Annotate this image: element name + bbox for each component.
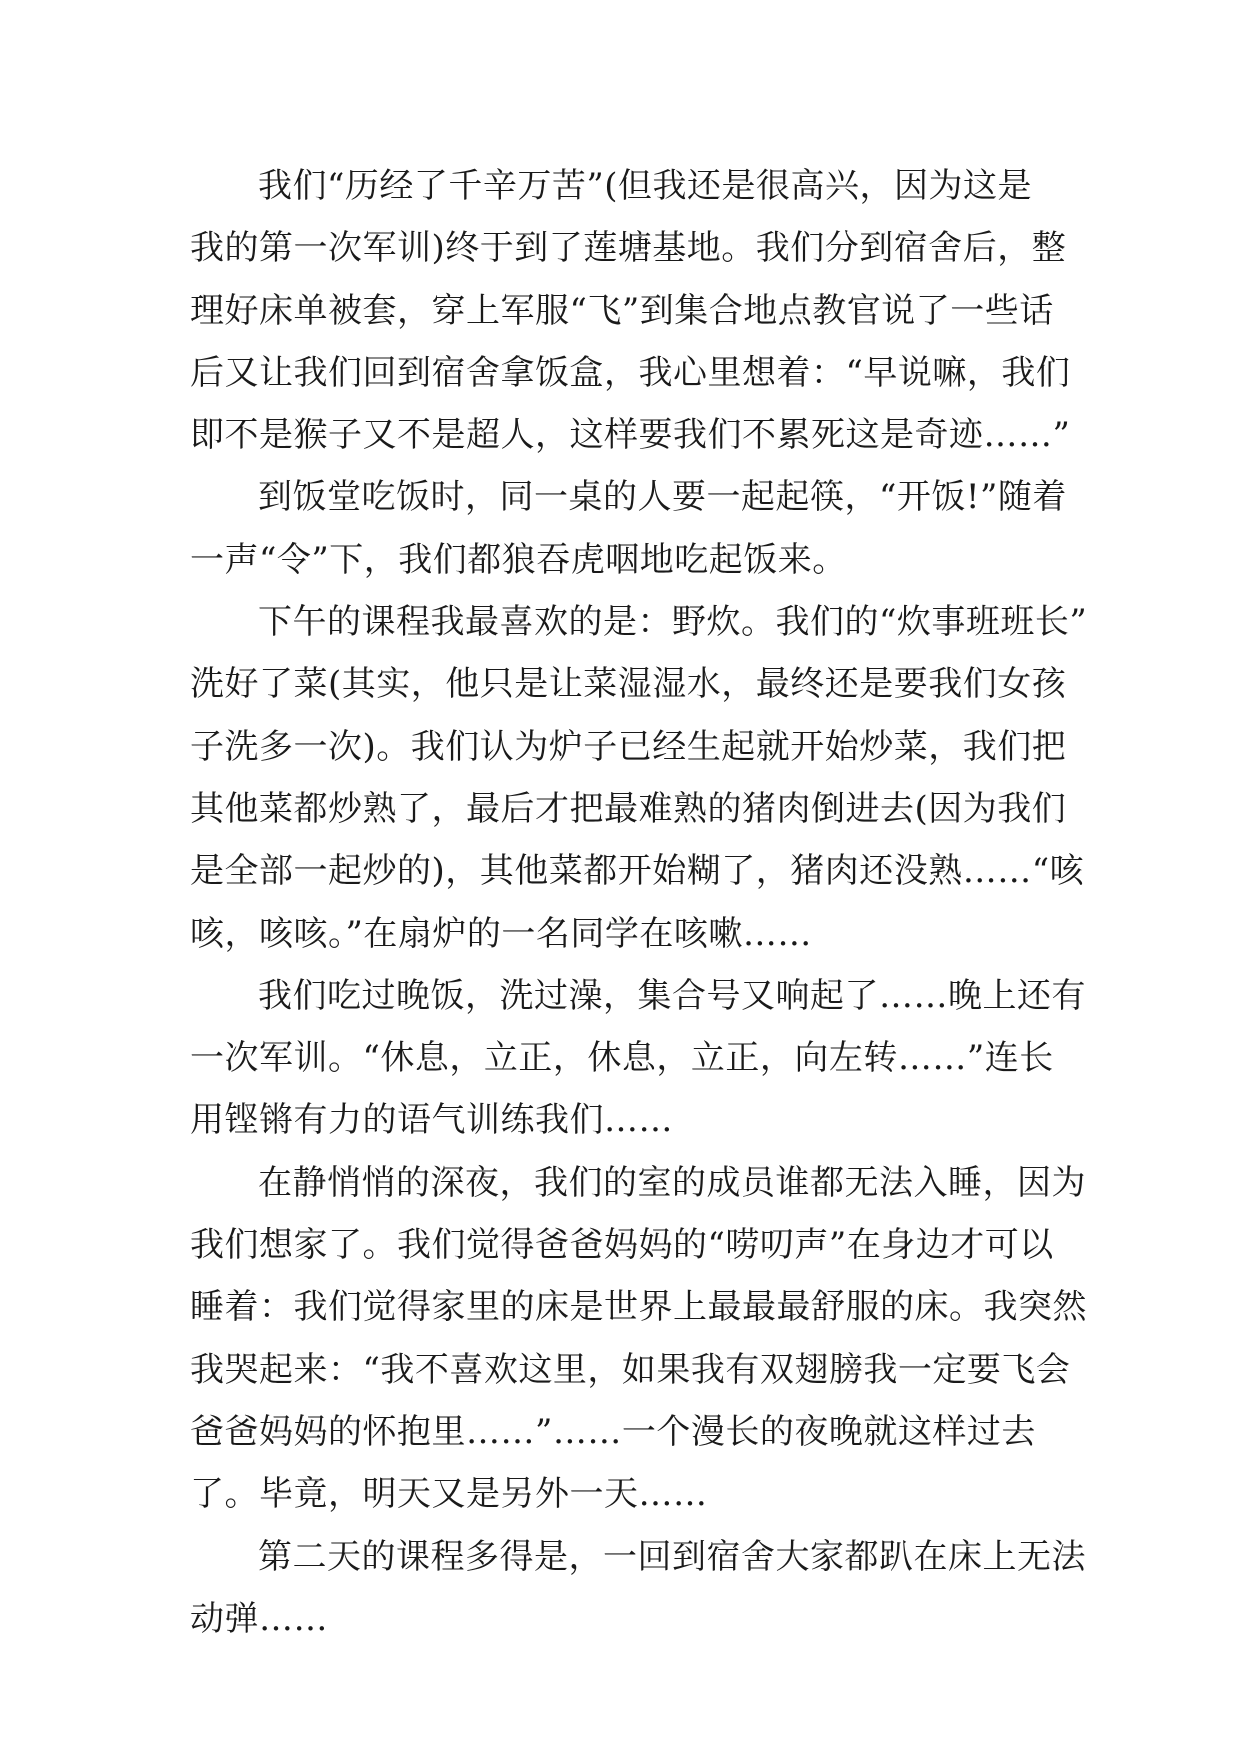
text-line: 我们“历经了千辛万苦”(但我还是很高兴，因为这是 [258,166,1033,206]
paragraph-3 [190,591,1088,965]
text-line: 在静悄悄的深夜，我们的室的成员谁都无法入睡，因为 [258,1162,1086,1203]
text-line: 理好床单被套，穿上军服“飞”到集合地点教官说了一些话 [190,290,1054,331]
text-line: 洗好了菜(其实，他只是让菜湿湿水，最终还是要我们女孩 [190,664,1067,705]
text-line: 子洗多一次)。我们认为炉子已经生起就开始炒菜，我们把 [190,726,1067,767]
paragraph-6 [190,1526,1086,1651]
text-line: 爸爸妈妈的怀抱里……”……一个漫长的夜晚就这样过去 [190,1411,1036,1452]
paragraph-2 [190,466,1067,591]
text-line: 一声“令”下，我们都狼吞虎咽地吃起饭来。 [190,539,847,580]
text-line: 我们想家了。我们觉得爸爸妈妈的“唠叨声”在身边才可以 [190,1225,1054,1266]
text-line: 用铿锵有力的语气训练我们…… [190,1100,673,1141]
text-line: 我哭起来：“我不喜欢这里，如果我有双翅膀我一定要飞会 [190,1349,1071,1390]
paragraph-5 [190,1152,1087,1526]
text-line: 睡着：我们觉得家里的床是世界上最最最舒服的床。我突然 [190,1287,1087,1328]
text-line: 了。毕竟，明天又是另外一天…… [190,1474,708,1515]
document-body [190,155,1088,1650]
text-line: 即不是猴子又不是超人，这样要我们不累死这是奇迹……” [190,415,1071,456]
text-line: 下午的课程我最喜欢的是：野炊。我们的“炊事班班长” [258,602,1088,643]
text-line: 动弹…… [190,1598,328,1639]
text-line: 到饭堂吃饭时，同一桌的人要一起起筷，“开饭!”随着 [258,477,1067,518]
paragraph-4 [190,965,1086,1152]
text-line: 咳，咳咳。”在扇炉的一名同学在咳嗽…… [190,913,812,954]
text-line: 是全部一起炒的)，其他菜都开始糊了，猪肉还没熟……“咳 [190,851,1085,892]
text-line: 我的第一次军训)终于到了莲塘基地。我们分到宿舍后，整 [190,228,1067,269]
text-line: 后又让我们回到宿舍拿饭盒，我心里想着：“早说嘛，我们 [190,352,1071,393]
text-line: 第二天的课程多得是，一回到宿舍大家都趴在床上无法 [258,1536,1086,1577]
paragraph-1 [190,155,1071,466]
text-line: 其他菜都炒熟了，最后才把最难熟的猪肉倒进去(因为我们 [190,788,1067,829]
text-line: 一次军训。“休息，立正，休息，立正，向左转……”连长 [190,1038,1054,1079]
text-line: 我们吃过晚饭，洗过澡，集合号又响起了……晚上还有 [258,975,1086,1016]
